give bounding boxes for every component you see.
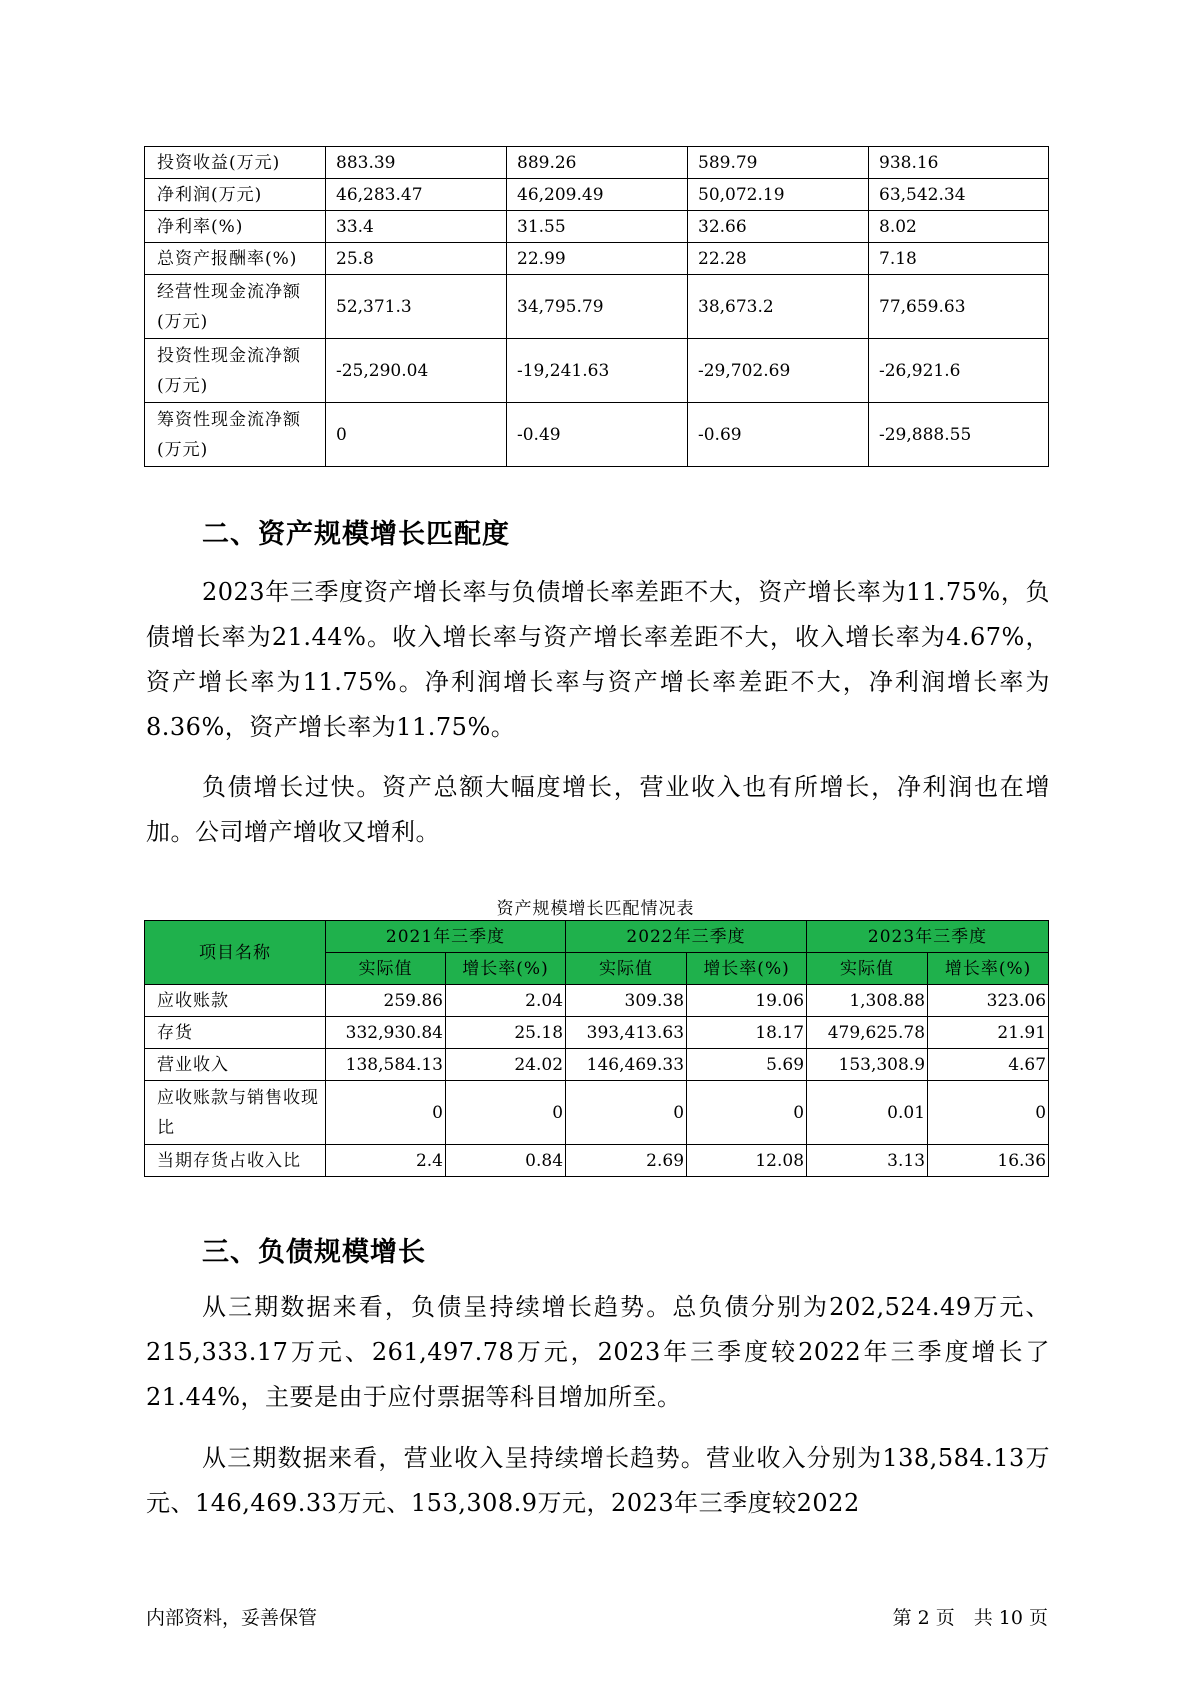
- paragraph: 从三期数据来看，负债呈持续增长趋势。总负债分别为202,524.49万元、215,333.17万元、261,497.78万元，2023年三季度较2022年三季度增长了21.44%，主要是由于应付票据等科目增加所至。: [146, 1293, 1050, 1411]
- cell: 0.01: [807, 1081, 928, 1145]
- financial-metrics-table: [144, 146, 1049, 467]
- cell: 25.18: [446, 1017, 566, 1049]
- cell: 12.08: [687, 1145, 807, 1177]
- paragraph: 2023年三季度资产增长率与负债增长率差距不大，资产增长率为11.75%，负债增长率为21.44%。收入增长率与资产增长率差距不大，收入增长率为4.67%，资产增长率为11.75%。净利润增长率与资产增长率差距不大，净利润增长率为8.36%，资产增长率为11.75%。: [146, 578, 1050, 741]
- cell: 0: [446, 1081, 566, 1145]
- cell: 5.69: [687, 1049, 807, 1081]
- cell: 18.17: [687, 1017, 807, 1049]
- cell: -0.49: [507, 403, 688, 467]
- cell: 146,469.33: [566, 1049, 687, 1081]
- cell: 63,542.34: [869, 179, 1049, 211]
- cell: 4.67: [928, 1049, 1049, 1081]
- row-label: 经营性现金流净额(万元): [145, 275, 326, 339]
- actual-header: 实际值: [566, 953, 687, 985]
- cell: 2.4: [326, 1145, 446, 1177]
- cell: 50,072.19: [688, 179, 869, 211]
- growth-header: 增长率(%): [446, 953, 566, 985]
- row-label: 总资产报酬率(%): [145, 243, 326, 275]
- table-row: [145, 147, 1049, 179]
- cell: 16.36: [928, 1145, 1049, 1177]
- cell: 22.28: [688, 243, 869, 275]
- row-label: 应收账款: [145, 985, 326, 1017]
- cell: -29,702.69: [688, 339, 869, 403]
- table-row: [145, 1081, 1049, 1145]
- table-row: [145, 275, 1049, 339]
- cell: -26,921.6: [869, 339, 1049, 403]
- cell: 309.38: [566, 985, 687, 1017]
- row-label: 筹资性现金流净额(万元): [145, 403, 326, 467]
- cell: -0.69: [688, 403, 869, 467]
- cell: 479,625.78: [807, 1017, 928, 1049]
- cell: 25.8: [326, 243, 507, 275]
- actual-header: 实际值: [807, 953, 928, 985]
- cell: 2.69: [566, 1145, 687, 1177]
- cell: 31.55: [507, 211, 688, 243]
- row-label: 投资性现金流净额(万元): [145, 339, 326, 403]
- table-row: [145, 339, 1049, 403]
- row-label: 投资收益(万元): [145, 147, 326, 179]
- table-row: [145, 179, 1049, 211]
- cell: 589.79: [688, 147, 869, 179]
- row-label: 净利率(%): [145, 211, 326, 243]
- cell: 77,659.63: [869, 275, 1049, 339]
- table-row: [145, 1017, 1049, 1049]
- table-caption: 资产规模增长匹配情况表: [496, 899, 695, 919]
- row-label: 营业收入: [145, 1049, 326, 1081]
- cell: 46,283.47: [326, 179, 507, 211]
- cell: 21.91: [928, 1017, 1049, 1049]
- period-header: 2023年三季度: [807, 921, 1049, 953]
- cell: -25,290.04: [326, 339, 507, 403]
- cell: 7.18: [869, 243, 1049, 275]
- cell: 0: [687, 1081, 807, 1145]
- asset-growth-table: [144, 920, 1049, 1177]
- cell: -29,888.55: [869, 403, 1049, 467]
- table-row: [145, 403, 1049, 467]
- row-label: 存货: [145, 1017, 326, 1049]
- cell: 46,209.49: [507, 179, 688, 211]
- actual-header: 实际值: [326, 953, 446, 985]
- row-label: 当期存货占收入比: [145, 1145, 326, 1177]
- growth-header: 增长率(%): [928, 953, 1049, 985]
- cell: 883.39: [326, 147, 507, 179]
- cell: 38,673.2: [688, 275, 869, 339]
- row-label: 净利润(万元): [145, 179, 326, 211]
- cell: 0: [566, 1081, 687, 1145]
- cell: 323.06: [928, 985, 1049, 1017]
- period-header: 2021年三季度: [326, 921, 566, 953]
- cell: 34,795.79: [507, 275, 688, 339]
- paragraph: 负债增长过快。资产总额大幅度增长，营业收入也有所增长，净利润也在增加。公司增产增收又增利。: [146, 773, 1050, 846]
- row-label: 应收账款与销售收现比: [145, 1081, 326, 1145]
- section-heading: 三、负债规模增长: [202, 1237, 426, 1268]
- cell: 3.13: [807, 1145, 928, 1177]
- cell: 0: [326, 1081, 446, 1145]
- cell: -19,241.63: [507, 339, 688, 403]
- cell: 19.06: [687, 985, 807, 1017]
- cell: 259.86: [326, 985, 446, 1017]
- table-row: [145, 985, 1049, 1017]
- table-row: [145, 211, 1049, 243]
- cell: 33.4: [326, 211, 507, 243]
- cell: 1,308.88: [807, 985, 928, 1017]
- cell: 0.84: [446, 1145, 566, 1177]
- cell: 52,371.3: [326, 275, 507, 339]
- cell: 22.99: [507, 243, 688, 275]
- growth-header: 增长率(%): [687, 953, 807, 985]
- footer-confidential-note: 内部资料，妥善保管: [146, 1607, 318, 1629]
- table-row: [145, 1145, 1049, 1177]
- section-heading: 二、资产规模增长匹配度: [202, 519, 510, 550]
- cell: 153,308.9: [807, 1049, 928, 1081]
- cell: 332,930.84: [326, 1017, 446, 1049]
- paragraph: 从三期数据来看，营业收入呈持续增长趋势。营业收入分别为138,584.13万元、146,469.33万元、153,308.9万元，2023年三季度较2022: [146, 1444, 1050, 1517]
- cell: 0: [326, 403, 507, 467]
- cell: 889.26: [507, 147, 688, 179]
- period-header: 2022年三季度: [566, 921, 807, 953]
- table-header-row: [145, 921, 1049, 953]
- cell: 32.66: [688, 211, 869, 243]
- cell: 8.02: [869, 211, 1049, 243]
- cell: 2.04: [446, 985, 566, 1017]
- page-number: 第 2 页 共 10 页: [892, 1607, 1048, 1629]
- cell: 0: [928, 1081, 1049, 1145]
- cell: 938.16: [869, 147, 1049, 179]
- table-row: [145, 1049, 1049, 1081]
- cell: 24.02: [446, 1049, 566, 1081]
- table-row: [145, 243, 1049, 275]
- cell: 138,584.13: [326, 1049, 446, 1081]
- cell: 393,413.63: [566, 1017, 687, 1049]
- item-name-header: 项目名称: [145, 921, 326, 985]
